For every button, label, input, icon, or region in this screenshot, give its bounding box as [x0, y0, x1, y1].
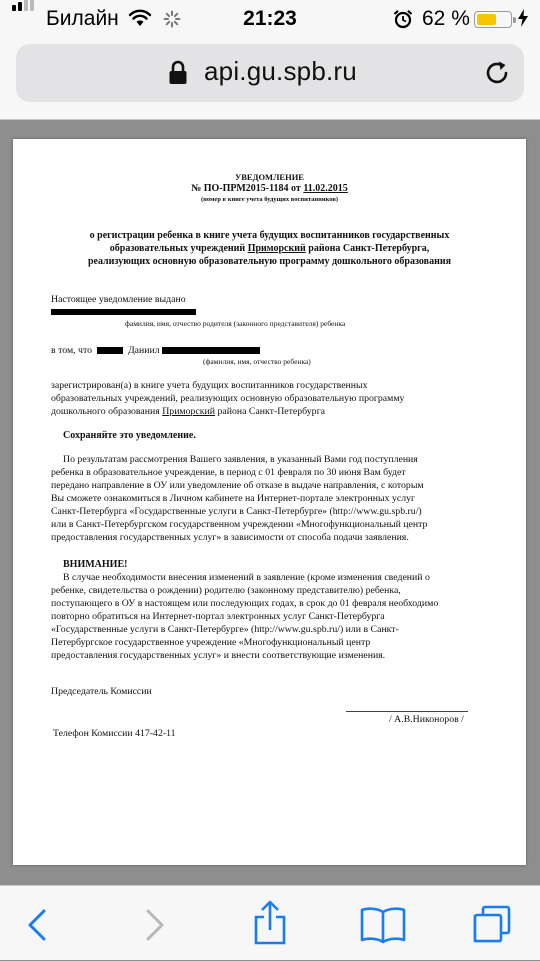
document-number-note: (номер в книге учета будущих воспитанников): [200, 196, 339, 203]
battery-percent: 62 %: [422, 7, 470, 30]
paragraph-line: поступающего в ОУ в настоящем или последующих годах, в срок до 01 февраля необходимо: [51, 598, 439, 609]
issued-to-label: Настоящее уведомление выдано: [51, 294, 186, 305]
paragraph-line: ребенке, свидетельства о рождении) родителю (законному представителю) ребенка,: [51, 585, 401, 596]
paragraph-line: или в Санкт-Петербургском государственном учреждении «Многофункциональный центр: [51, 519, 428, 530]
paragraph-line: В случае необходимости внесения изменений в заявление (кроме изменения сведений о: [63, 572, 430, 583]
document-title: УВЕДОМЛЕНИЕ: [235, 172, 304, 182]
battery-icon: [474, 11, 512, 28]
registered-line3: дошкольного образования Приморский района Санкт-Петербурга: [51, 406, 325, 417]
forward-icon: [144, 908, 166, 942]
document-heading-line3: реализующих основную образовательную программу дошкольного образования: [87, 256, 452, 267]
back-button[interactable]: [0, 886, 108, 961]
paragraph-line: предоставления государственных услуг» в зависимости от способа подачи заявления.: [51, 532, 409, 543]
attention-heading: ВНИМАНИЕ!: [63, 559, 128, 570]
clock: 21:23: [243, 7, 297, 30]
registered-line2: образовательных учреждений, реализующих основную образовательную программу: [51, 393, 405, 404]
address-bar[interactable]: [16, 44, 524, 102]
redacted-child-patronymic: [162, 347, 260, 354]
paragraph-line: По результатам рассмотрения Вашего заявления, в указанный Вами год поступления: [63, 454, 418, 465]
paragraph-line: «Государственные услуги в Санкт-Петербурге» (http://www.gu.spb.ru/) или в Санкт-: [51, 624, 399, 635]
signature-name: / А.В.Никоноров /: [389, 714, 464, 725]
url-text[interactable]: api.gu.spb.ru: [204, 56, 357, 86]
browser-toolbar: [0, 885, 540, 960]
redacted-child-surname: [97, 347, 123, 354]
redacted-parent-name: [51, 309, 196, 315]
alarm-icon: [393, 9, 413, 29]
lock-icon: [168, 60, 188, 86]
chairman-label: Председатель Комиссии: [51, 686, 152, 697]
child-name: Даниил: [128, 345, 160, 356]
bookmarks-button[interactable]: [324, 886, 432, 961]
share-button[interactable]: [216, 886, 324, 961]
keep-notice: Сохраняйте это уведомление.: [63, 430, 196, 441]
paragraph-line: передано направление в ОУ или уведомление об отказе в выдаче направления, с которым: [51, 480, 424, 491]
child-name-caption: (фамилия, имя, отчество ребенка): [203, 357, 311, 366]
paragraph-line: предоставления государственных услуг» и внести соответствующие изменения.: [51, 650, 386, 661]
share-icon: [252, 900, 288, 946]
tabs-icon: [472, 904, 512, 944]
document-page: [13, 139, 526, 865]
back-icon: [26, 908, 48, 942]
document-number: № ПО-ПРМ2015-1184 от 11.02.2015: [191, 183, 348, 194]
browser-top-bar: [0, 0, 540, 120]
signature-line: [346, 711, 468, 712]
tabs-button[interactable]: [432, 886, 540, 961]
paragraph-line: Санкт-Петербурга «Государственные услуги в Санкт-Петербурге» (http://www.gu.spb.ru/): [51, 506, 422, 517]
paragraph-line: ребенка в образовательное учреждение, в период с 01 февраля по 30 июня Вам будет: [51, 467, 406, 478]
parent-name-caption: фамилия, имя, отчество родителя (законного представителя) ребенка: [125, 319, 346, 328]
registered-line1: зарегистрирован(а) в книге учета будущих воспитанников государственных: [51, 380, 368, 391]
paragraph-line: Петербургское государственное учреждение «Многофункциональный центр: [51, 637, 371, 648]
document-heading-line1: о регистрации ребенка в книге учета будущих воспитанников государственных: [89, 230, 450, 241]
commission-phone: Телефон Комиссии 417-42-11: [53, 728, 176, 739]
charging-bolt-icon: [517, 8, 529, 28]
reload-icon[interactable]: [482, 58, 512, 88]
document-heading-line2: образовательных учреждений Приморский района Санкт-Петербурга,: [109, 243, 430, 254]
status-bar: [0, 0, 540, 40]
forward-button[interactable]: [108, 886, 216, 961]
paragraph-line: Вы сможете ознакомиться в Личном кабинете на Интернет-портале электронных услуг: [51, 493, 416, 504]
bookmarks-icon: [359, 906, 407, 944]
child-prefix: в том, что: [51, 345, 93, 356]
paragraph-line: повторно обратиться на Интернет-портал электронных услуг Санкт-Петербурга: [51, 611, 385, 622]
carrier-name: Билайн: [46, 7, 119, 30]
